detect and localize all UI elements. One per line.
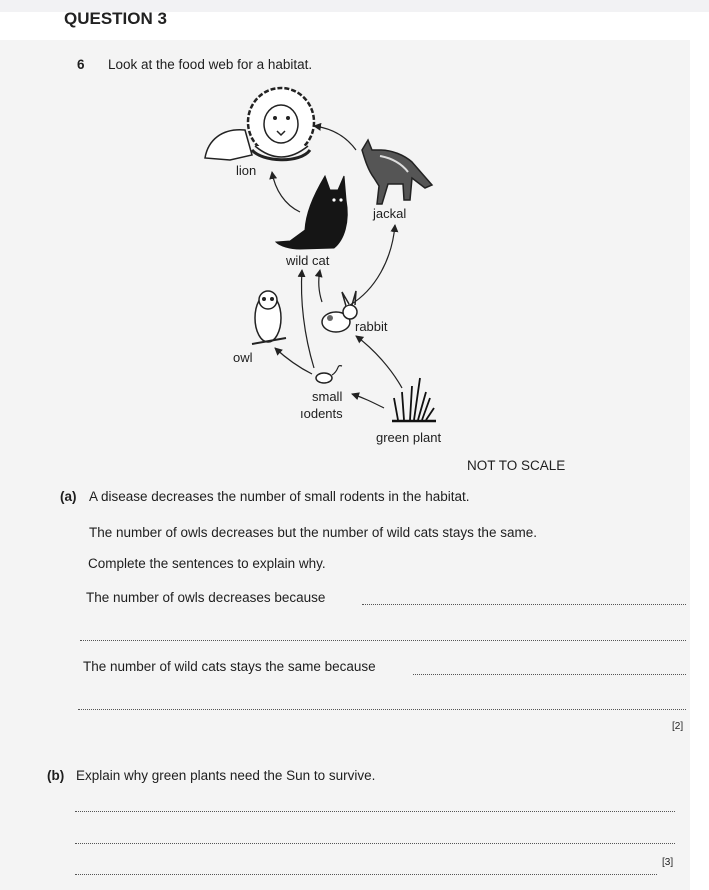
part-b-question: Explain why green plants need the Sun to survive.	[76, 768, 376, 783]
answer-line-b-1[interactable]	[75, 811, 675, 812]
question-heading: QUESTION 3	[64, 9, 167, 28]
arrow-plant-to-rodent	[352, 394, 384, 408]
lion-illustration	[205, 88, 314, 160]
label-green-plant: green plant	[376, 430, 442, 445]
label-wild-cat: wild cat	[286, 253, 330, 268]
arrow-rodent-to-owl	[275, 348, 312, 374]
arrow-plant-to-rabbit	[356, 336, 402, 388]
label-lion: lion	[236, 163, 257, 178]
jackal-illustration	[362, 140, 432, 204]
not-to-scale-note: NOT TO SCALE	[467, 458, 566, 473]
owl-illustration	[252, 291, 286, 344]
answer-line-b-3[interactable]	[75, 874, 657, 875]
rabbit-illustration	[322, 291, 357, 332]
arrow-rabbit-to-wildcat	[319, 270, 322, 302]
answer-line-a1-2[interactable]	[80, 640, 686, 641]
part-b-marks: [3]	[662, 857, 674, 868]
answer-line-a2-1[interactable]	[413, 674, 686, 675]
answer-line-a2-2[interactable]	[78, 709, 686, 710]
label-small-rodents-line1: small	[312, 389, 343, 404]
label-jackal: jackal	[373, 206, 407, 221]
part-a-statement: The number of owls decreases but the number of wild cats stays the same.	[89, 525, 537, 540]
green-plant-illustration	[392, 378, 436, 421]
wild-cat-illustration	[276, 176, 347, 249]
label-small-rodents-line2: ıodents	[300, 406, 343, 421]
part-a-sentence-1: The number of owls decreases because	[86, 590, 326, 605]
arrow-jackal-to-lion	[314, 126, 356, 150]
part-a-stem: A disease decreases the number of small rodents in the habitat.	[89, 489, 470, 504]
arrow-rodent-to-wildcat	[302, 270, 315, 368]
part-a-label: (a)	[60, 489, 77, 504]
arrow-rabbit-to-jackal	[350, 225, 395, 305]
label-owl: owl	[233, 350, 253, 365]
question-intro: Look at the food web for a habitat.	[108, 57, 313, 72]
small-rodent-illustration	[316, 366, 342, 383]
part-a-sentence-2: The number of wild cats stays the same because	[83, 659, 376, 674]
arrow-wildcat-to-lion	[272, 172, 300, 212]
answer-line-b-2[interactable]	[75, 843, 675, 844]
answer-line-a1-1[interactable]	[362, 604, 686, 605]
part-a-marks: [2]	[672, 721, 684, 732]
part-b-label: (b)	[47, 768, 65, 783]
part-a-instruction: Complete the sentences to explain why.	[88, 556, 326, 571]
question-number: 6	[77, 57, 85, 72]
label-rabbit: rabbit	[355, 319, 388, 334]
